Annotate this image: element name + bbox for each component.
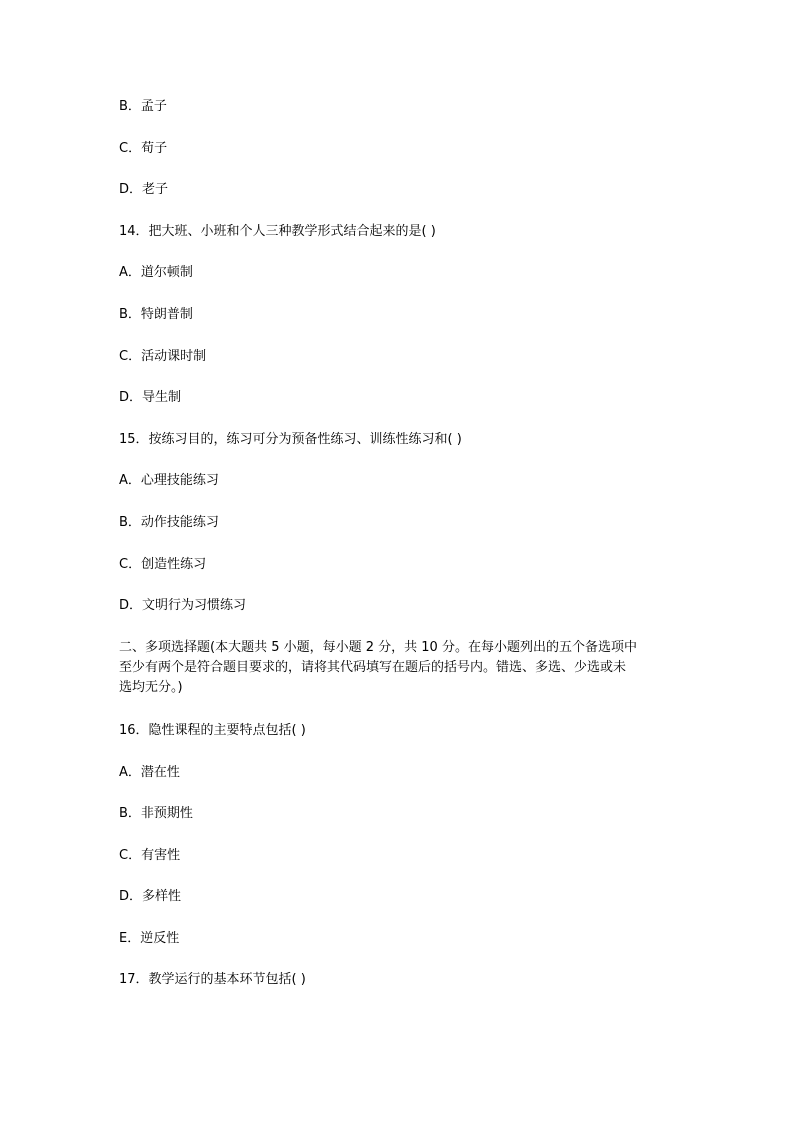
section-2-heading-line-3: 选均无分。) xyxy=(119,680,183,695)
section-2-heading xyxy=(119,638,679,698)
q16-stem: 16．隐性课程的主要特点包括( ) xyxy=(119,723,306,738)
q15-option-d: D．文明行为习惯练习 xyxy=(119,598,247,613)
q14-option-a: A．道尔顿制 xyxy=(119,265,193,280)
q13-option-c: C．荀子 xyxy=(119,141,168,156)
q14-option-d: D．导生制 xyxy=(119,390,182,405)
q16-option-d: D．多样性 xyxy=(119,889,182,904)
q15-option-c: C．创造性练习 xyxy=(119,557,207,572)
q16-option-a: A．潜在性 xyxy=(119,765,180,780)
q16-option-e: E．逆反性 xyxy=(119,931,180,946)
q16-option-c: C．有害性 xyxy=(119,848,181,863)
q15-option-a: A．心理技能练习 xyxy=(119,473,219,488)
q15-option-b: B．动作技能练习 xyxy=(119,515,219,530)
q13-option-b: B．孟子 xyxy=(119,99,167,114)
q13-option-d: D．老子 xyxy=(119,182,169,197)
section-2-heading-line-1: 二、多项选择题(本大题共 5 小题，每小题 2 分，共 10 分。在每小题列出的五个备选项中 xyxy=(119,640,637,655)
section-2-heading-line-2: 至少有两个是符合题目要求的，请将其代码填写在题后的括号内。错选、多选、少选或未 xyxy=(119,660,627,675)
q14-option-b: B．特朗普制 xyxy=(119,307,193,322)
q15-stem: 15．按练习目的，练习可分为预备性练习、训练性练习和( ) xyxy=(119,432,462,447)
q14-stem: 14．把大班、小班和个人三种教学形式结合起来的是( ) xyxy=(119,224,436,239)
q14-option-c: C．活动课时制 xyxy=(119,349,207,364)
q17-stem: 17．教学运行的基本环节包括( ) xyxy=(119,972,306,987)
q16-option-b: B．非预期性 xyxy=(119,806,193,821)
